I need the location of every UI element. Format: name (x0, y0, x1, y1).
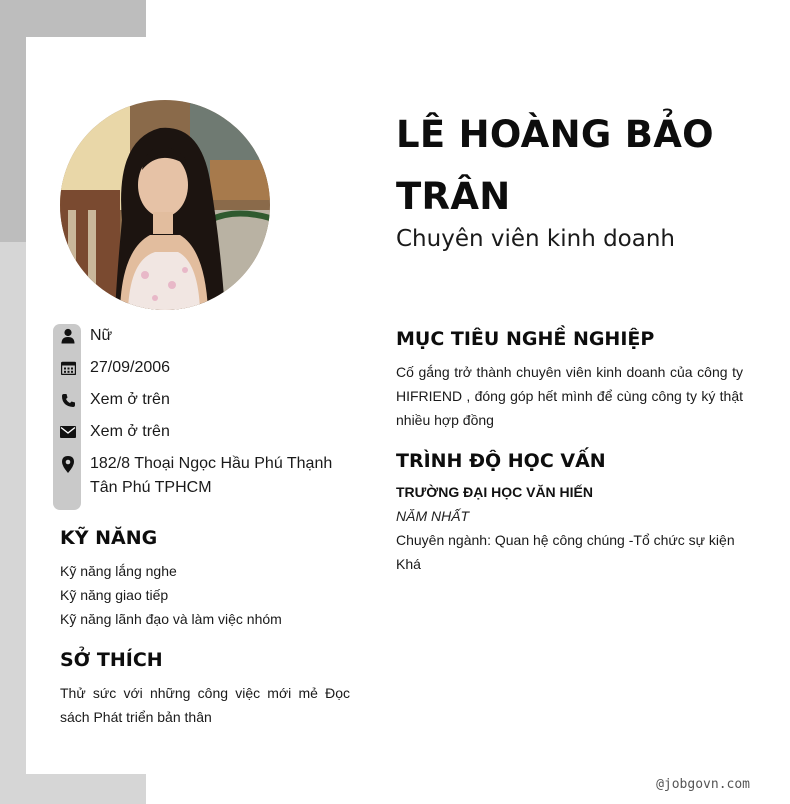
contact-phone (60, 388, 340, 412)
contact-birthday (60, 356, 340, 380)
skill-item: Kỹ năng lắng nghe (60, 563, 177, 579)
hobbies-heading: SỞ THÍCH (60, 649, 163, 671)
objective-text: Cố gắng trở thành chuyên viên kinh doanh của công ty HIFRIEND , đóng góp hết mình để cùng công ty ký thật nhiều hợp đồng (396, 364, 743, 428)
email-text: Xem ở trên (90, 423, 170, 440)
contact-email (60, 420, 340, 444)
user-icon (60, 324, 76, 348)
education-grade: Khá (396, 556, 421, 572)
hobbies-text: Thử sức với những công việc mới mẻ Đọc sách Phát triển bản thân (60, 685, 350, 725)
profile-photo (60, 100, 270, 310)
contact-address (60, 452, 340, 500)
education-major: Chuyên ngành: Quan hệ công chúng -Tổ chức sự kiện (396, 532, 735, 548)
job-title: Chuyên viên kinh doanh (396, 226, 675, 252)
skills-list (60, 559, 282, 631)
skills-heading: KỸ NĂNG (60, 527, 158, 549)
phone-text: Xem ở trên (90, 391, 170, 408)
full-name: LÊ HOÀNG BẢO TRÂN (396, 113, 714, 218)
calendar-icon (60, 356, 76, 380)
location-pin-icon (60, 452, 76, 476)
skill-item: Kỹ năng giao tiếp (60, 587, 169, 603)
gender-text: Nữ (90, 327, 113, 344)
contact-gender (60, 324, 340, 348)
phone-icon (60, 388, 76, 412)
education-heading: TRÌNH ĐỘ HỌC VẤN (396, 450, 606, 472)
objective-heading: MỤC TIÊU NGHỀ NGHIỆP (396, 328, 655, 350)
skill-item: Kỹ năng lãnh đạo và làm việc nhóm (60, 611, 282, 627)
watermark: @jobgovn.com (656, 777, 750, 792)
education-year: NĂM NHẤT (396, 508, 470, 524)
address-text: 182/8 Thoại Ngọc Hầu Phú Thạnh Tân Phú TPHCM (90, 455, 333, 496)
school-name: TRƯỜNG ĐẠI HỌC VĂN HIẾN (396, 484, 594, 500)
birthday-text: 27/09/2006 (90, 359, 171, 376)
mail-icon (60, 420, 76, 444)
